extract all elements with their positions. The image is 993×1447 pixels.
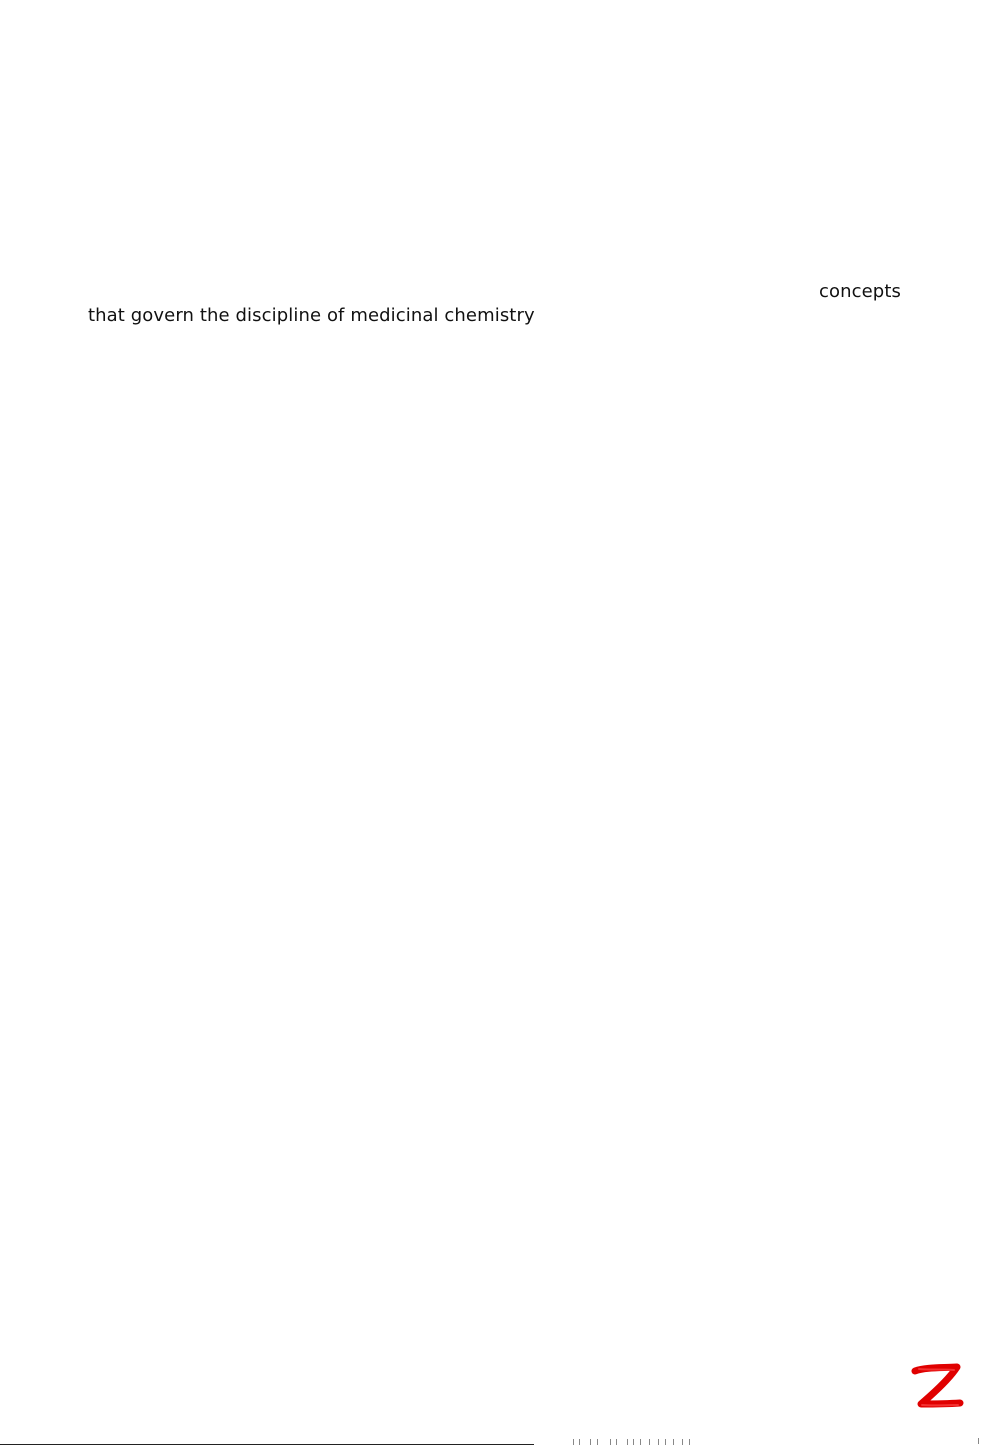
text-line-concepts: concepts (819, 281, 901, 302)
z-logo-icon (904, 1360, 968, 1416)
text-line-medicinal-chemistry: that govern the discipline of medicinal chemistry (88, 305, 535, 326)
footer-right-mark (978, 1438, 979, 1444)
footer-marks (565, 1438, 745, 1446)
footer-rule (0, 1444, 534, 1445)
